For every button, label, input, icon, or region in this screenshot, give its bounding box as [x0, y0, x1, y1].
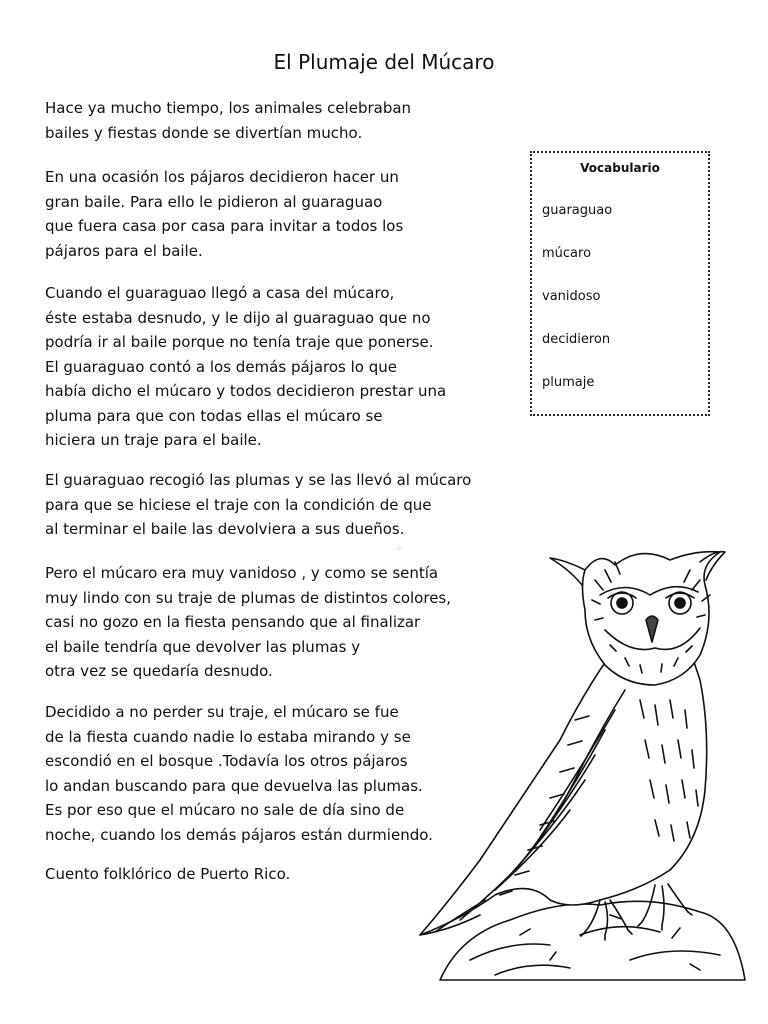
text-line: hiciera un traje para el baile. [45, 431, 262, 449]
text-line: lo andan buscando para que devuelva las plumas. [45, 776, 423, 795]
vocabulary-word: vanidoso [542, 289, 601, 304]
page-title: El Plumaje del Múcaro [273, 50, 495, 74]
vocabulary-word: guaraguao [542, 203, 613, 218]
story-paragraph-6 [45, 700, 433, 847]
text-line: noche, cuando los demás pájaros están durmiendo. [45, 825, 433, 844]
text-line: muy lindo con su traje de plumas de distintos colores, [45, 588, 452, 607]
text-line: éste estaba desnudo, y le dijo al guaraguao que no [45, 308, 431, 327]
text-line: había dicho el múcaro y todos decidieron prestar una [45, 382, 447, 400]
text-line: Es por eso que el múcaro no sale de día sino de [45, 801, 405, 819]
text-line: Pero el múcaro era muy vanidoso , y como se sentía [45, 564, 439, 582]
text-line: Cuando el guaraguao llegó a casa del múcaro, [45, 284, 395, 302]
vocabulary-word: múcaro [542, 246, 592, 261]
text-line: podría ir al baile porque no tenía traje que ponerse. [45, 333, 434, 351]
story-source [45, 862, 290, 887]
text-line: escondió en el bosque .Todavía los otros pájaros [45, 752, 408, 770]
owl-illustration-icon [400, 540, 750, 985]
story-paragraph-3 [45, 281, 446, 453]
text-line: El guaraguao contó a los demás pájaros lo que [45, 357, 397, 376]
vocabulary-title: Vocabulario [580, 161, 660, 175]
story-paragraph-4 [45, 468, 471, 542]
text-line: de la fiesta cuando nadie lo estaba mirando y se [45, 727, 411, 746]
vocabulary-box [530, 151, 710, 416]
story-paragraph-5 [45, 561, 451, 684]
text-line: otra vez se quedaría desnudo. [45, 662, 273, 680]
vocabulary-word: plumaje [542, 375, 595, 390]
story-paragraph-1 [45, 96, 411, 145]
text-line: En una ocasión los pájaros decidieron hacer un [45, 168, 399, 186]
text-line: Decidido a no perder su traje, el múcaro se fue [45, 703, 399, 721]
text-line: El guaraguao recogió las plumas y se las llevó al múcaro [45, 471, 472, 489]
text-line: pluma para que con todas ellas el múcaro se [45, 406, 383, 425]
text-line: pájaros para el baile. [45, 241, 203, 260]
story-paragraph-2 [45, 165, 403, 263]
text-line: Cuento folklórico de Puerto Rico. [45, 865, 291, 883]
text-line: Hace ya mucho tiempo, los animales celebraban [45, 99, 412, 117]
text-line: gran baile. Para ello le pidieron al guaraguao [45, 192, 383, 211]
text-line: casi no gozo en la fiesta pensando que al finalizar [45, 613, 421, 631]
text-line: que fuera casa por casa para invitar a todos los [45, 217, 404, 235]
text-line: bailes y fiestas donde se divertían mucho. [45, 123, 363, 142]
vocabulary-word: decidieron [542, 332, 611, 347]
text-line: al terminar el baile las devolviera a sus dueños. [45, 520, 405, 538]
text-line: para que se hiciese el traje con la condición de que [45, 495, 432, 514]
text-line: el baile tendría que devolver las plumas y [45, 637, 361, 656]
scan-mark: ·:· [397, 546, 402, 552]
